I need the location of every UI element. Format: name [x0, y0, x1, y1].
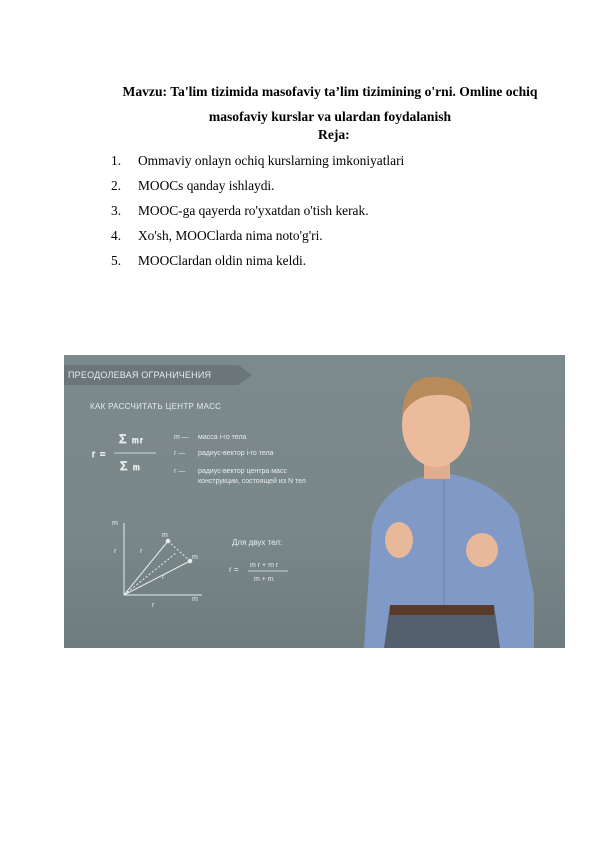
lecture-video-frame: [64, 355, 565, 648]
svg-text:r —: r —: [174, 468, 186, 475]
svg-text:радиус-вектор центра масс: радиус-вектор центра масс: [198, 468, 287, 475]
svg-text:r: r: [114, 548, 117, 555]
slide-drawing: [64, 355, 565, 648]
plan-item: 1. Ommaviy onlayn ochiq kurslarning imkoniyatlari: [111, 153, 405, 168]
svg-text:r: r: [152, 602, 155, 609]
plan-item: 2. MOOCs qanday ishlaydi.: [111, 178, 275, 193]
slide-heading: КАК РАССЧИТАТЬ ЦЕНТР МАСС: [90, 402, 222, 411]
svg-text:m —: m —: [174, 434, 189, 441]
svg-text:m: m: [132, 436, 139, 445]
svg-text:r: r: [140, 548, 143, 555]
formula-legend: [174, 434, 306, 485]
vector-diagram: [112, 520, 202, 609]
svg-text:Σ: Σ: [119, 432, 127, 446]
plan-heading: Reja:: [318, 127, 350, 142]
svg-text:m: m: [112, 520, 118, 527]
svg-text:Σ: Σ: [120, 459, 128, 473]
presenter-figure: [364, 377, 534, 648]
svg-text:m r + m r: m r + m r: [250, 562, 279, 569]
svg-text:m: m: [192, 596, 198, 603]
svg-text:радиус-вектор i-го тела: радиус-вектор i-го тела: [198, 450, 274, 457]
svg-text:=: =: [100, 449, 106, 459]
plan-item: 3. MOOC-ga qayerda ro'yxatdan o'tish kerak.: [111, 203, 369, 218]
svg-text:m: m: [162, 532, 168, 539]
svg-text:r: r: [140, 436, 143, 445]
svg-text:r: r: [162, 574, 165, 581]
svg-text:m: m: [192, 554, 198, 561]
plan-list: [111, 151, 404, 276]
slide-banner: ПРЕОДОЛЕВАЯ ОГРАНИЧЕНИЯ: [64, 365, 238, 385]
svg-text:Для двух тел:: Для двух тел:: [232, 538, 283, 547]
svg-text:масса i-го тела: масса i-го тела: [198, 434, 247, 441]
svg-text:конструкции, состоящей из N те: конструкции, состоящей из N тел: [198, 478, 306, 485]
svg-text:m: m: [133, 463, 140, 472]
svg-text:r =: r =: [229, 565, 239, 574]
two-bodies-formula: [229, 538, 288, 583]
svg-text:m + m: m + m: [254, 576, 274, 583]
svg-text:r: r: [92, 449, 95, 459]
document-title: Mavzu: Ta'lim tizimida masofaviy ta’lim tizimining o'rni. Omline ochiq masofaviy kurslar va ulardan foydalanish: [122, 84, 538, 124]
plan-item: 5. MOOClardan oldin nima keldi.: [111, 253, 307, 268]
svg-text:r —: r —: [174, 450, 186, 457]
plan-item: 4. Xo'sh, MOOClarda nima noto'g'ri.: [111, 228, 323, 243]
center-of-mass-formula: [92, 432, 156, 473]
